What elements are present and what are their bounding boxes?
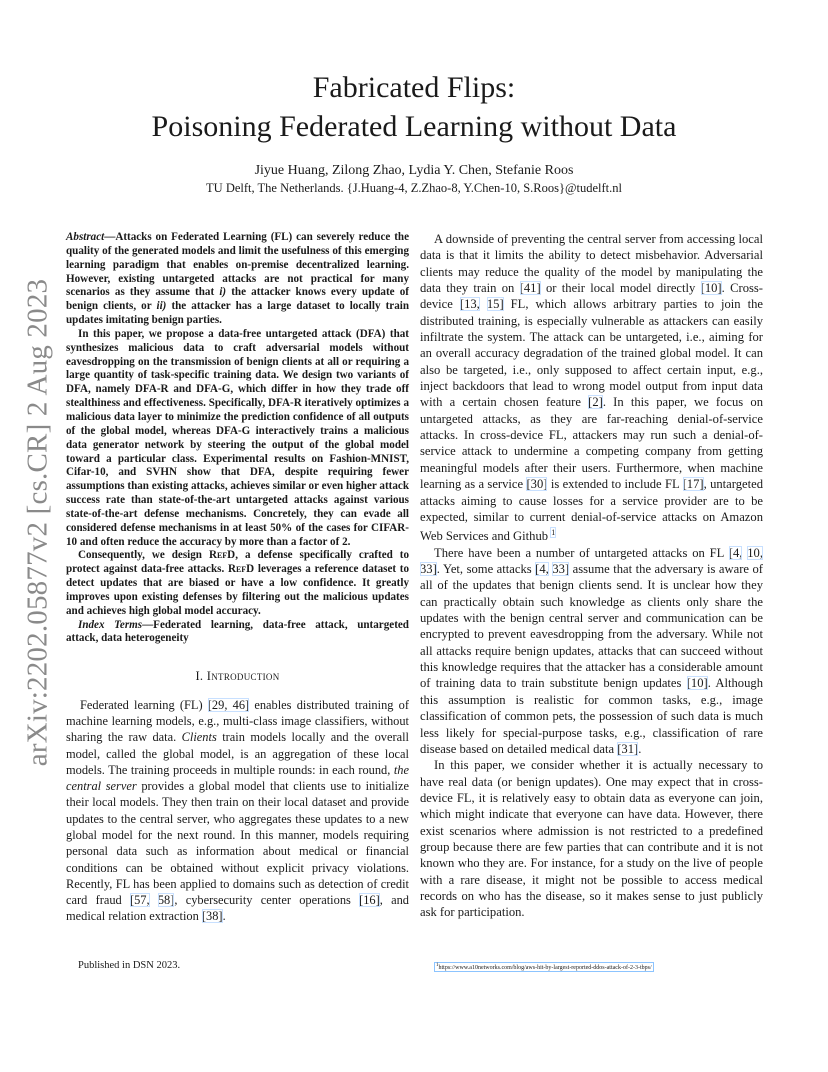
section-heading-introduction: I. Introduction [195,669,280,684]
citation-link[interactable]: 58] [157,893,175,908]
abstract [66,231,409,646]
citation-link[interactable]: [13, [459,297,480,312]
citation-link[interactable]: [57, [129,893,150,908]
citation-link[interactable]: [30] [526,477,548,492]
introduction-body [66,697,409,925]
citation-link[interactable]: [41] [519,281,541,296]
right-paragraph-2: There have been a number of untargeted attacks on FL [4, 10, 33]. Yet, some attacks [4, 33] assume that the adversary is aware of all of the updates that benign clients send. It is unclear how they can practically obtain such knowledge as clients only share the updates with the benign central server and communication can be encrypted to prevent eavesdropping from the adversary. While not all attacks require benign updates, attacks that can succeed without this knowledge requires that the attacker has a considerable amount of training data to train substitute benign updates [10]. Although this assumption is realistic for common tasks, e.g., image classification of common pets, the possession of such data is much less likely for special-purpose tasks, e.g., classification of rare disease based on detailed medical data [31]. [420,545,763,756]
title-line-2: Poisoning Federated Learning without Data [151,110,677,143]
footnote-number: 1 [436,963,439,968]
citation-link[interactable]: [10] [700,281,722,296]
citation-link[interactable]: 10, 33] [420,545,763,577]
citation-link[interactable]: 33] [552,562,570,577]
abstract-paragraph-3: Consequently, we design RefD, a defense specifically crafted to protect against data-free attacks. RefD leverages a reference dataset to detect updates that are biased or have a low confidence. It greatly improves upon existing defenses by filtering out the malicious updates and achieves high global model accuracy. [66,549,409,617]
abstract-label: Abstract [66,231,105,243]
right-column [420,231,763,921]
right-paragraph-1: A downside of preventing the central server from accessing local data is that it limits the ability to detect misbehavior. Adversarial clients may reduce the quality of the model by manipulating the data they train on [41] or their local model directly [10]. Cross-device [13, 15] FL, which allows arbitrary parties to join the distributed training, is especially vulnerable as attackers can easily infiltrate the system. The attack can be untargeted, i.e., aiming for an overall accuracy degradation of the trained global model. It can also be targeted, i.e., only supposed to affect certain input, e.g., inject backdoors that lead to wrong model output from input data with a certain chosen feature [2]. In this paper, we focus on untargeted attacks, as they are far-reaching denial-of-service attacks. In cross-device FL, attackers may run such a denial-of-service attack to undermine a competing company from getting meaningful models after their users. Furthermore, when machine learning as a service [30] is extended to include FL [17], untargeted attacks aiming to cause losses for a service provider are to be expected, similar to current denial-of-service attacks on Amazon Web Services and Github $^1$ [420,232,764,544]
citation-link[interactable]: [31] [617,741,639,756]
title-line-1: Fabricated Flips: [312,71,516,104]
index-terms-label: Index Terms [78,618,143,631]
abstract-paragraph-2: In this paper, we propose a data-free untargeted attack (DFA) that synthesizes malicious data to craft adversarial models without eavesdropping on the transmission of benign clients at all or requiring a large quantity of task-specific training data. We design two variants of DFA, namely DFA-R and DFA-G, which differ in how they trade off stealthiness and effectiveness. Specifically, DFA-R iteratively optimizes a malicious data layer to minimize the prediction confidence of all outputs of the global model, whereas DFA-G interactively trains a malicious data generator network by steering the output of the global model toward a particular class. Experimental results on Fashion-MNIST, Cifar-10, and SVHN show that DFA, despite requiring fewer assumptions than existing attacks, achieves similar or even higher attack success rate than state-of-the-art untargeted attacks against various state-of-the-art defense mechanisms. Concretely, they can evade all considered defense mechanisms in at least 50% of the cases for CIFAR-10 and often reduce the accuracy by more than a factor of 2. [66,327,409,548]
abstract-paragraph-1: Abstract—Attacks on Federated Learning (FL) can severely reduce the quality of the generated models and limit the usefulness of this emerging learning paradigm that enables on-premise decentralized learning. However, existing untargeted attacks are not practical for many scenarios as they assume that i) the attacker knows every update of benign clients, or ii) the attacker has a large dataset to locally train updates imitating benign parties. [66,231,409,327]
right-paragraph-3: In this paper, we consider whether it is actually necessary to have real data (or benign updates). One may expect that in cross-device FL, it is relatively easy to obtain data as everyone can join, which might indicate that everyone can have data. However, there exist scenarios where admission is not restricted to a predefined group because there are few parties that can contribute and it is not known who they are. For instance, for a study on the live of people with a rare disease, it might not be possible to access medical records on who has the disease, so it makes sense to just publicly ask for participation. [420,758,763,920]
citation-link[interactable]: [29, 46] [207,697,250,712]
publication-note: Published in DSN 2023. [78,960,181,971]
citation-link[interactable]: 15] [486,297,504,312]
left-column [66,231,409,925]
citation-link[interactable]: [38] [201,909,223,924]
footnote-url-link[interactable]: https://www.a10networks.com/blog/aws-hit-by-largest-reported-ddos-attack-of-2-3-tbps/ [438,965,652,971]
footnote[interactable] [434,962,654,972]
citation-link[interactable]: [4, [728,545,743,560]
arxiv-identifier: arXiv:2202.05877v2 [cs.CR] 2 Aug 2023 [21,278,54,766]
citation-link[interactable]: [4, [535,562,549,577]
citation-link[interactable]: [17] [682,477,704,492]
paper-title [60,68,768,146]
index-terms: Index Terms—Federated learning, data-free attack, untargeted attack, data heterogeneity [66,618,409,645]
citation-link[interactable]: [10] [686,676,708,691]
citation-link[interactable]: [16] [359,893,380,908]
footnote-marker[interactable]: 1 [551,528,556,538]
author-list: Jiyue Huang, Zilong Zhao, Lydia Y. Chen, Stefanie Roos [254,163,574,178]
affiliation: TU Delft, The Netherlands. {J.Huang-4, Z.Zhao-8, Y.Chen-10, S.Roos}@tudelft.nl [206,181,622,195]
intro-paragraph-1: Federated learning (FL) [29, 46] enables distributed training of machine learning models, e.g., multi-class image classifiers, without sharing the raw data. Clients train models locally and the overall model, called the global model, is an aggregation of these local models. The training proceeds in multiple rounds: in each round, the central server provides a global model that clients use to initialize their local models. They then train on their local dataset and provide updates to the central server, who aggregates these updates to a new global model for the next round. In this manner, models requiring personal data such as information about medical or financial conditions can be obtained without explicit privacy violations. Recently, FL has been applied to domains such as detection of credit card fraud [57, 58], cybersecurity center operations [16], and medical relation extraction [38]. [66,697,409,924]
citation-link[interactable]: [2] [588,395,603,410]
arxiv-stamp [18,278,58,766]
